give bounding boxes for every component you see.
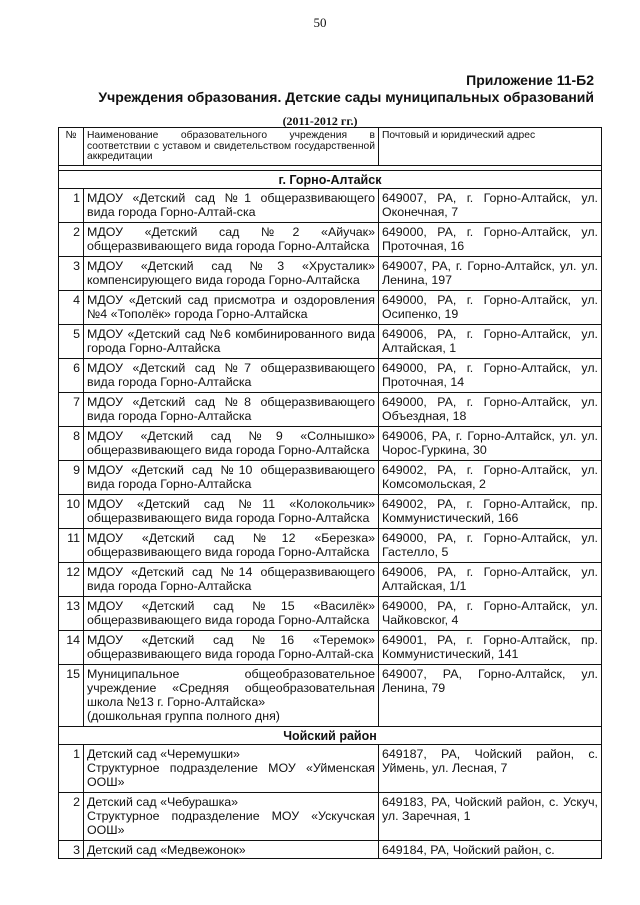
institution-name-cell [84,188,379,222]
page-number: 50 [313,15,327,30]
table-row [59,596,602,630]
table-row [59,426,602,460]
row-number: 12 [59,562,84,596]
institution-name: МДОУ «Детский сад №6 комбинированного вида города Горно-Алтайска [87,326,375,355]
table-row [59,562,602,596]
table-row [59,528,602,562]
table-row [59,494,602,528]
document-title: Учреждения образования. Детские сады муниципальных образований [98,89,594,105]
row-number: 13 [59,596,84,630]
section-title: Чойский район [59,726,602,744]
row-number: 1 [59,744,84,792]
institution-address: 649006, РА, г. Горно-Алтайск, ул. ул. Чорос-Гуркина, 30 [379,426,602,460]
institution-name-cell [84,290,379,324]
institution-name: Детский сад «Чебурашка» [87,794,239,809]
row-number: 3 [59,840,84,858]
institution-address: 649002, РА, г. Горно-Алтайск, пр. Коммунистический, 166 [379,494,602,528]
row-number: 2 [59,792,84,840]
institution-address: 649002, РА, г. Горно-Алтайск, ул. Комсомольская, 2 [379,460,602,494]
table-body [59,128,602,859]
section-header [59,726,602,744]
table-row [59,290,602,324]
institution-name-cell [84,358,379,392]
institution-name-cell [84,596,379,630]
institution-address: 649000, РА, г. Горно-Алтайск, ул. Проточная, 16 [379,222,602,256]
institution-name-cell [84,392,379,426]
table-row [59,188,602,222]
institution-address: 649187, РА, Чойский район, с. Уймень, ул. Лесная, 7 [379,744,602,792]
institution-name: МДОУ «Детский сад №16 «Теремок» общеразвивающего вида города Горно-Алтай-ска [87,632,375,661]
institution-name-cell [84,840,379,858]
institution-address: 649000, РА, г. Горно-Алтайск, ул. Чайковског, 4 [379,596,602,630]
institution-address: 649007, РА, г. Горно-Алтайск, ул. ул. Ленина, 197 [379,256,602,290]
institution-name: МДОУ «Детский сад присмотра и оздоровления №4 «Тополёк» города Горно-Алтайска [87,292,375,321]
row-number: 6 [59,358,84,392]
appendix-label: Приложение 11-Б2 [466,72,594,88]
column-header-address: Почтовый и юридический адрес [379,128,602,166]
institution-name: МДОУ «Детский сад №8 общеразвивающего вида города Горно-Алтайска [87,394,375,423]
table-row [59,630,602,664]
institution-note: Структурное подразделение МОУ «Уйменская ООШ» [87,760,375,789]
table-row [59,222,602,256]
institution-address: 649183, РА, Чойский район, с. Ускуч, ул. Заречная, 1 [379,792,602,840]
row-number: 9 [59,460,84,494]
institution-address: 649001, РА, г. Горно-Алтайск, пр. Коммунистический, 141 [379,630,602,664]
institution-address: 649007, РА, г. Горно-Алтайск, ул. Оконечная, 7 [379,188,602,222]
institution-note: Структурное подразделение МОУ «Ускучская ООШ» [87,808,375,837]
table-row [59,324,602,358]
table-row [59,358,602,392]
institution-address: 649007, РА, Горно-Алтайск, ул. Ленина, 79 [379,664,602,726]
table-row [59,792,602,840]
institution-name-cell [84,664,379,726]
table-row [59,840,602,858]
institution-name-cell [84,494,379,528]
institution-name-cell [84,324,379,358]
institution-address: 649000, РА, г. Горно-Алтайск, ул. Гастелло, 5 [379,528,602,562]
institution-name: Муниципальное общеобразовательное учреждение «Средняя общеобразовательная школа №13 г. Горно-Алтайска» [87,666,375,709]
kindergartens-table [58,127,602,859]
section-header [59,170,602,188]
institution-name: Детский сад «Медвежонок» [87,842,246,857]
years-label: (2011-2012 гг.) [282,114,358,128]
row-number: 8 [59,426,84,460]
institution-name: МДОУ «Детский сад №2 «Айучак» общеразвивающего вида города Горно-Алтайска [87,224,375,253]
column-header-name: Наименование образовательного учреждения в соответствии с уставом и свидетельством государственной аккредитации [84,128,379,166]
institution-name-cell [84,792,379,840]
institution-address: 649006, РА, г. Горно-Алтайск, ул. Алтайская, 1 [379,324,602,358]
row-number: 15 [59,664,84,726]
row-number: 5 [59,324,84,358]
institution-address: 649000, РА, г. Горно-Алтайск, ул. Осипенко, 19 [379,290,602,324]
institution-name-cell [84,630,379,664]
table-row [59,664,602,726]
institution-name: МДОУ «Детский сад №14 общеразвивающего вида города Горно-Алтайска [87,564,375,593]
institution-name: МДОУ «Детский сад №12 «Березка» общеразвивающего вида города Горно-Алтайска [87,530,375,559]
institution-address: 649184, РА, Чойский район, с. [379,840,602,858]
section-title: г. Горно-Алтайск [59,170,602,188]
institution-address: 649000, РА, г. Горно-Алтайск, ул. Проточная, 14 [379,358,602,392]
column-header-number: № [59,128,84,166]
institution-name: МДОУ «Детский сад №10 общеразвивающего вида города Горно-Алтайска [87,462,375,491]
row-number: 3 [59,256,84,290]
row-number: 10 [59,494,84,528]
table-row [59,392,602,426]
institution-name-cell [84,222,379,256]
row-number: 4 [59,290,84,324]
institution-name: МДОУ «Детский сад №9 «Солнышко» общеразвивающего вида города Горно-Алтайска [87,428,375,457]
table-row [59,744,602,792]
table-row [59,256,602,290]
institution-name: Детский сад «Черемушки» [87,746,240,761]
institution-address: 649000, РА, г. Горно-Алтайск, ул. Объездная, 18 [379,392,602,426]
institution-name: МДОУ «Детский сад №3 «Хрусталик» компенсирующего вида города Горно-Алтайска [87,258,375,287]
institution-name: МДОУ «Детский сад №15 «Василёк» общеразвивающего вида города Горно-Алтайска [87,598,375,627]
institution-name-cell [84,426,379,460]
institution-name-cell [84,460,379,494]
table-row [59,460,602,494]
row-number: 7 [59,392,84,426]
institution-name: МДОУ «Детский сад №11 «Колокольчик» общеразвивающего вида города Горно-Алтайска [87,496,375,525]
row-number: 11 [59,528,84,562]
table-header-row [59,128,602,166]
institution-name-cell [84,528,379,562]
institution-name-cell [84,562,379,596]
institution-name: МДОУ «Детский сад №7 общеразвивающего вида города Горно-Алтайска [87,360,375,389]
row-number: 2 [59,222,84,256]
institution-name-cell [84,256,379,290]
institution-note: (дошкольная группа полного дня) [87,708,280,723]
institution-name-cell [84,744,379,792]
row-number: 1 [59,188,84,222]
row-number: 14 [59,630,84,664]
institution-address: 649006, РА, г. Горно-Алтайск, ул. Алтайская, 1/1 [379,562,602,596]
institution-name: МДОУ «Детский сад №1 общеразвивающего вида города Горно-Алтай-ска [87,190,375,219]
